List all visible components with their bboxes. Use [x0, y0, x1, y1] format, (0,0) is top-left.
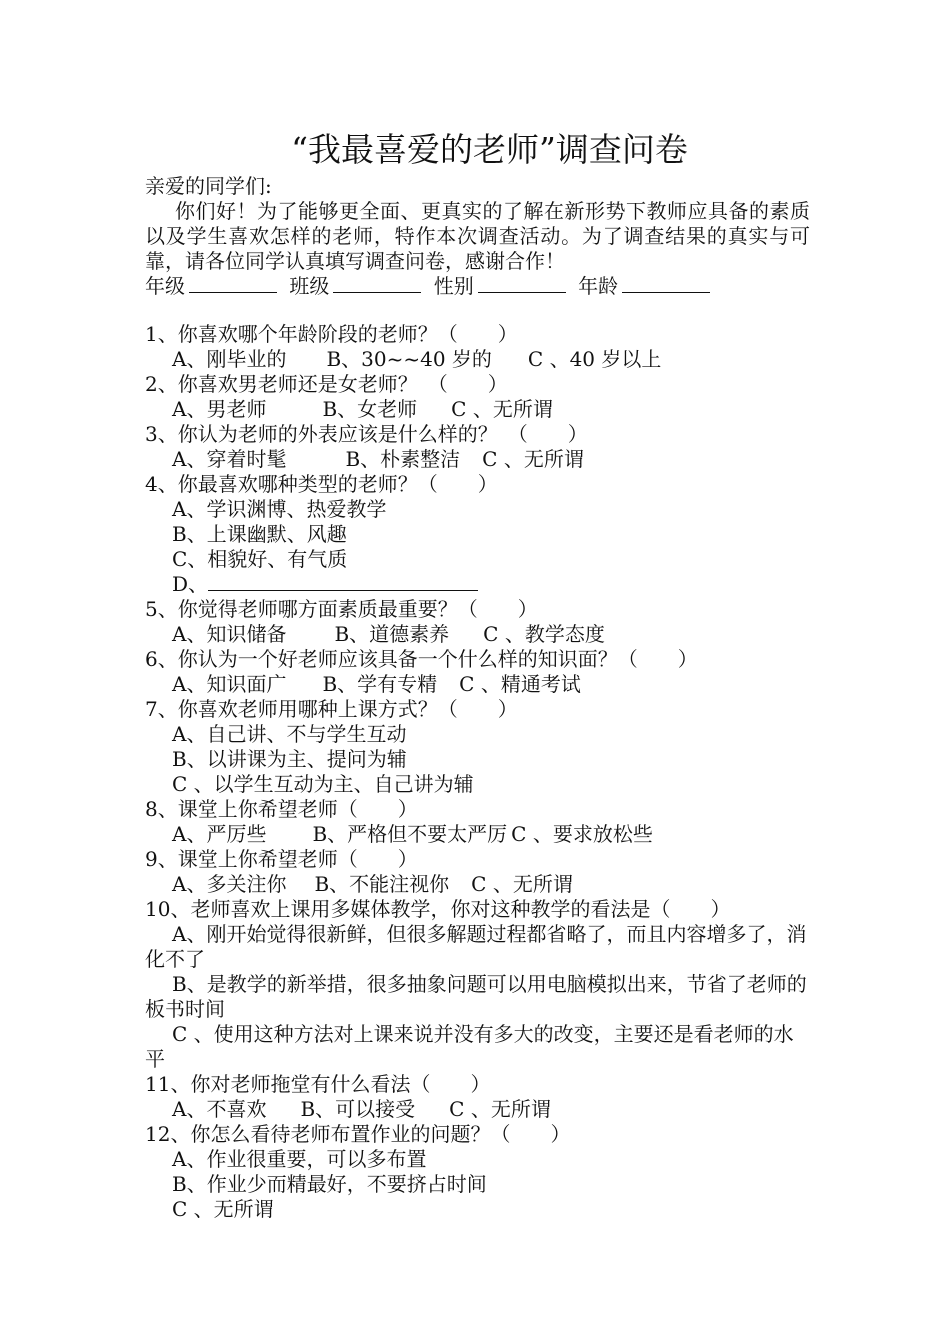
options-1: [145, 347, 810, 372]
class-blank[interactable]: [333, 274, 421, 293]
options-2: [145, 397, 810, 422]
option-10c[interactable]: C 、使用这种方法对上课来说并没有多大的改变，主要还是看老师的水平: [145, 1022, 794, 1071]
question-2: 2、你喜欢男老师还是女老师？ （ ）: [145, 372, 508, 396]
option-10b[interactable]: B、是教学的新举措，很多抽象问题可以用电脑模拟出来，节省了老师的板书时间: [145, 972, 807, 1021]
option-7a[interactable]: A、自己讲、不与学生互动: [172, 722, 407, 746]
option-5c[interactable]: C 、教学态度: [483, 622, 605, 646]
question-8: 8、课堂上你希望老师（ ）: [145, 797, 418, 821]
age-blank[interactable]: [622, 274, 710, 293]
option-2a[interactable]: A、男老师: [172, 397, 267, 421]
option-8a[interactable]: A、严厉些: [172, 822, 267, 846]
option-8c[interactable]: C 、要求放松些: [511, 822, 653, 846]
question-3: 3、你认为老师的外表应该是什么样的？ （ ）: [145, 422, 588, 446]
option-4b[interactable]: B、上课幽默、风趣: [172, 522, 347, 546]
option-6b[interactable]: B、学有专精: [322, 672, 438, 696]
class-label: 班级: [289, 274, 330, 298]
option-5b[interactable]: B、道德素养: [334, 622, 450, 646]
option-4d-label: D、: [172, 572, 209, 596]
student-info-row: [145, 274, 810, 299]
intro-paragraph: 你们好！为了能够更全面、更真实的了解在新形势下教师应具备的素质以及学生喜欢怎样的老师，特作本次调查活动。为了调查结果的真实与可靠，请各位同学认真填写调查问卷，感谢合作！: [145, 199, 810, 273]
option-7b[interactable]: B、以讲课为主、提问为辅: [172, 747, 407, 771]
page-title: “我最喜爱的老师”调查问卷: [291, 130, 688, 169]
option-10a[interactable]: A、刚开始觉得很新鲜，但很多解题过程都省略了，而且内容增多了，消化不了: [145, 922, 807, 971]
question-7: 7、你喜欢老师用哪种上课方式？（ ）: [145, 697, 518, 721]
options-9: [145, 872, 810, 897]
option-2c[interactable]: C 、无所谓: [451, 397, 553, 421]
question-11: 11、你对老师拖堂有什么看法（ ）: [145, 1072, 491, 1096]
option-2b[interactable]: B、女老师: [322, 397, 418, 421]
question-10: 10、老师喜欢上课用多媒体教学，你对这种教学的看法是（ ）: [145, 897, 731, 921]
option-11a[interactable]: A、不喜欢: [172, 1097, 267, 1121]
question-5: 5、你觉得老师哪方面素质最重要？（ ）: [145, 597, 538, 621]
option-9a[interactable]: A、多关注你: [172, 872, 287, 896]
question-6: 6、你认为一个好老师应该具备一个什么样的知识面？（ ）: [145, 647, 698, 671]
option-1a[interactable]: A、刚毕业的: [172, 347, 287, 371]
option-4c[interactable]: C、相貌好、有气质: [172, 547, 348, 571]
option-12c[interactable]: C 、无所谓: [172, 1197, 274, 1221]
questionnaire-page: [145, 128, 810, 1222]
question-4: 4、你最喜欢哪种类型的老师？（ ）: [145, 472, 498, 496]
option-8b[interactable]: B、严格但不要太严厉: [312, 822, 508, 846]
option-12b[interactable]: B、作业少而精最好，不要挤占时间: [172, 1172, 487, 1196]
options-11: [145, 1097, 810, 1122]
gender-blank[interactable]: [478, 274, 566, 293]
options-8: [145, 822, 810, 847]
option-1b[interactable]: B、30~~40 岁的: [326, 347, 492, 371]
options-6: [145, 672, 810, 697]
option-11c[interactable]: C 、无所谓: [449, 1097, 551, 1121]
option-7c[interactable]: C 、以学生互动为主、自己讲为辅: [172, 772, 474, 796]
question-9: 9、课堂上你希望老师（ ）: [145, 847, 418, 871]
grade-label: 年级: [145, 274, 185, 298]
option-11b[interactable]: B、可以接受: [300, 1097, 416, 1121]
option-6a[interactable]: A、知识面广: [172, 672, 287, 696]
option-4d[interactable]: [145, 572, 810, 597]
option-12a[interactable]: A、作业很重要，可以多布置: [172, 1147, 427, 1171]
option-1c[interactable]: C 、40 岁以上: [527, 347, 662, 371]
age-label: 年龄: [578, 274, 619, 298]
option-6c[interactable]: C 、精通考试: [459, 672, 581, 696]
option-3a[interactable]: A、穿着时髦: [172, 447, 287, 471]
option-5a[interactable]: A、知识储备: [172, 622, 287, 646]
greeting: 亲爱的同学们:: [145, 174, 272, 198]
option-9c[interactable]: C 、无所谓: [471, 872, 573, 896]
option-3b[interactable]: B、朴素整洁: [345, 447, 461, 471]
question-12: 12、你怎么看待老师布置作业的问题？（ ）: [145, 1122, 571, 1146]
options-3: [145, 447, 810, 472]
option-9b[interactable]: B、不能注视你: [314, 872, 450, 896]
grade-blank[interactable]: [189, 274, 277, 293]
option-3c[interactable]: C 、无所谓: [482, 447, 584, 471]
question-1: 1、你喜欢哪个年龄阶段的老师？（ ）: [145, 322, 518, 346]
gender-label: 性别: [433, 274, 474, 298]
option-4d-blank[interactable]: [208, 572, 478, 591]
options-5: [145, 622, 810, 647]
option-4a[interactable]: A、学识渊博、热爱教学: [172, 497, 387, 521]
